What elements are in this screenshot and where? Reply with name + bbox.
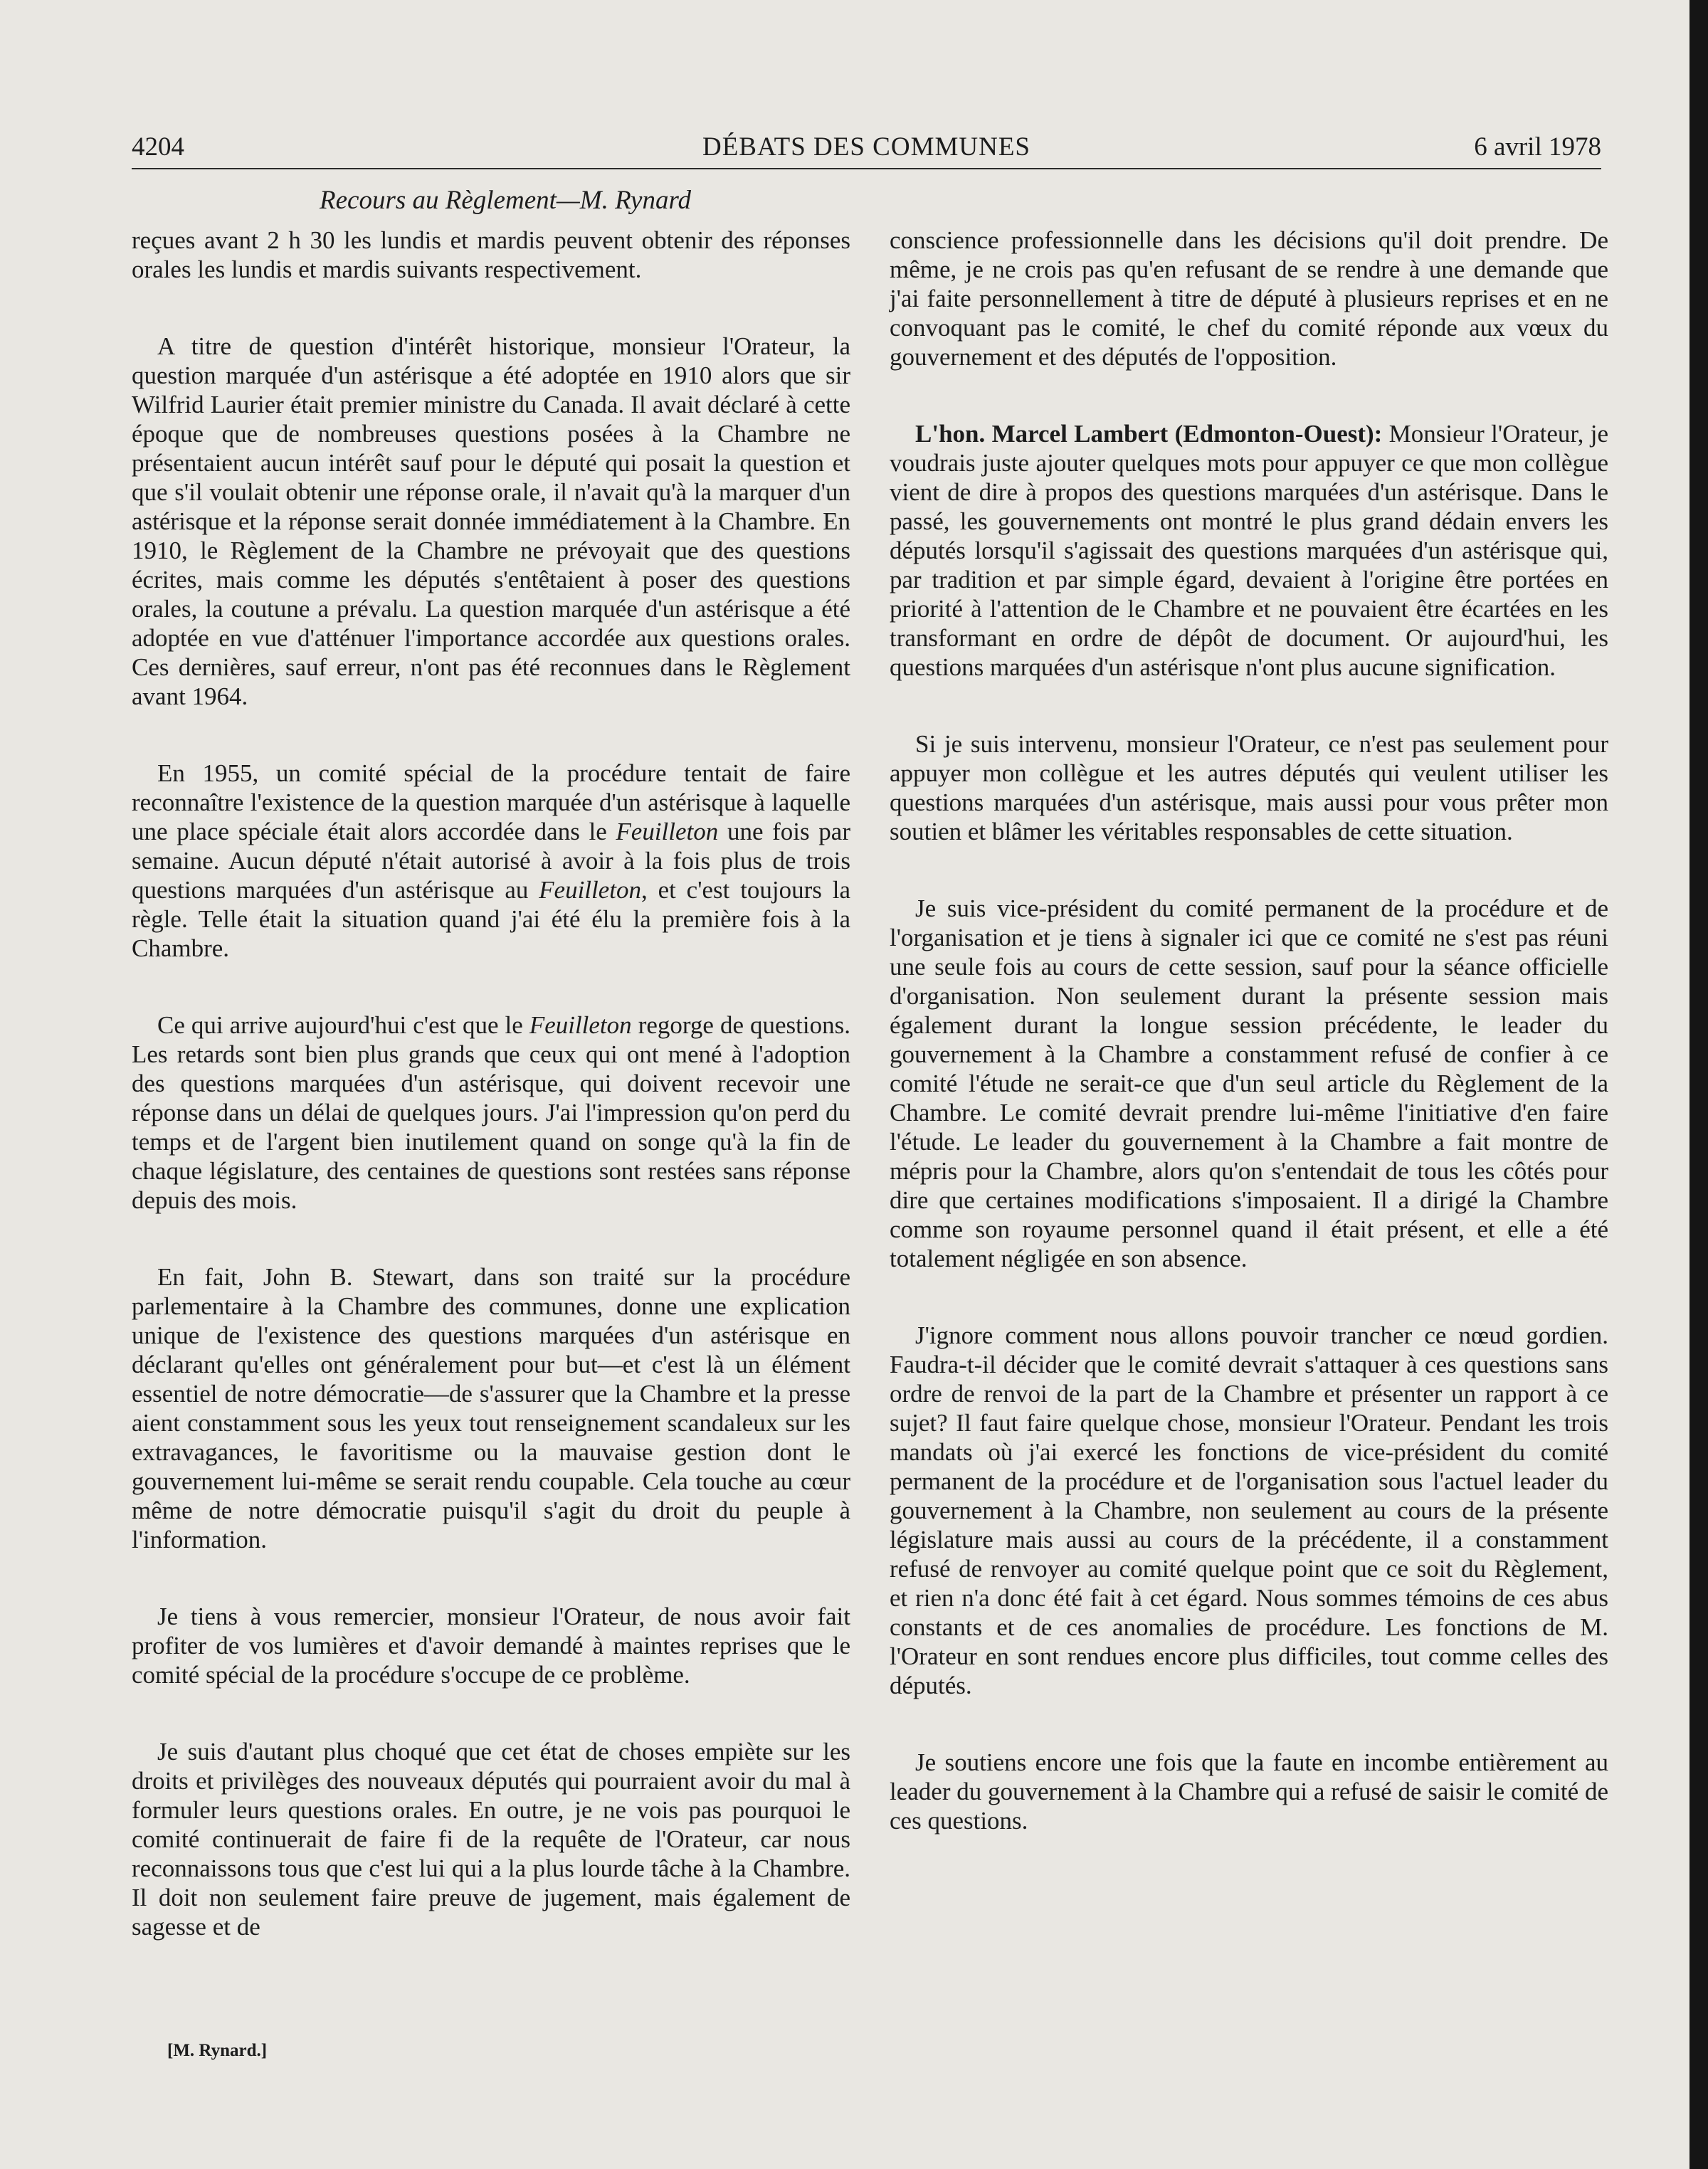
scan-edge: [1689, 0, 1708, 2169]
emphasis: Feuilleton: [616, 818, 719, 845]
paragraph: L'hon. Marcel Lambert (Edmonton-Ouest): Monsieur l'Orateur, je voudrais juste ajouter quelques mots pour appuyer ce que mon collègue vient de dire à propos des questions marquées d'un astérisque. Dans le passé, les gouvernements ont montré le plus grand dédain envers les députés lorsqu'il s'agissait des questions marquées d'un astérisque qui, par tradition et par simple égard, devaient à l'origine être portées en priorité à l'attention de le Chambre et ne pouvaient être écartées en les transformant en ordre de dépôt de document. Or aujourd'hui, les questions marquées d'un astérisque n'ont plus aucune signification.: [890, 420, 1608, 681]
paragraph: Ce qui arrive aujourd'hui c'est que le Feuilleton regorge de questions. Les retards sont bien plus grands que ceux qui ont mené à l'adoption des questions marquées d'un astérisque, qui doivent recevoir une réponse dans un délai de quelques jours. J'ai l'impression qu'on perd du temps et de l'argent bien inutilement quand on songe qu'à la fin de chaque législature, des centaines de questions sont restées sans réponse depuis des mois.: [132, 1011, 850, 1214]
page: [132, 128, 1608, 2092]
paragraph: reçues avant 2 h 30 les lundis et mardis peuvent obtenir des réponses orales les lundis et mardis suivants respectivement.: [132, 226, 850, 283]
speaker-name: L'hon. Marcel Lambert (Edmonton-Ouest):: [915, 420, 1383, 448]
paragraph: En 1955, un comité spécial de la procédure tentait de faire reconnaître l'existence de la question marquée d'un astérisque à laquelle une place spéciale était alors accordée dans le Feuilleton une fois par semaine. Aucun député n'était autorisé à avoir à la fois plus de trois questions marquées d'un astérisque au Feuilleton, et c'est toujours la règle. Telle était la situation quand j'ai été élu la première fois à la Chambre.: [132, 759, 851, 962]
page-header: [132, 128, 1601, 169]
issue-date: 6 avril 1978: [1474, 132, 1601, 162]
paragraph: Je suis vice-président du comité permanent de la procédure et de l'organisation et je tiens à signaler ici que ce comité ne s'est pas réuni une seule fois au cours de cette session, sauf pour la séance officielle d'organisation. Non seulement durant la présente session mais également durant la longue session précédente, le leader du gouvernement à la Chambre a constamment refusé de confier à ce comité l'étude ne serait-ce que d'un seul article du Règlement de la Chambre. Le comité devrait prendre lui-même l'initiative d'en faire l'étude. Le leader du gouvernement à la Chambre a fait montre de mépris pour la Chambre, alors qu'on s'entendait de tous les côtés pour dire que certaines modifications s'imposaient. Il a dirigé la Chambre comme son royaume personnel quand il était présent, et elle a été totalement négligée en son absence.: [890, 894, 1608, 1272]
right-column: [890, 226, 1608, 1835]
paragraph: J'ignore comment nous allons pouvoir trancher ce nœud gordien. Faudra-t-il décider que le comité devrait s'attaquer à ces questions sans ordre de renvoi de la part de la Chambre et présenter un rapport à ce sujet? Il faut faire quelque chose, monsieur l'Orateur. Pendant les trois mandats où j'ai exercé les fonctions de vice-président du comité permanent de la procédure et de l'organisation sous l'actuel leader du gouvernement à la Chambre, non seulement au cours de la présente législature mais aussi au cours de la précédente, il a constamment refusé de renvoyer au comité quelque point que ce soit du Règlement, et rien n'a donc été fait à cet égard. Nous sommes témoins de ces abus constants et de ces anomalies de procédure. Les fonctions de M. l'Orateur en sont rendues encore plus difficiles, tout comme celles des députés.: [890, 1321, 1608, 1699]
paragraph: Je soutiens encore une fois que la faute en incombe entièrement au leader du gouvernement à la Chambre qui a refusé de saisir le comité de ces questions.: [890, 1748, 1608, 1835]
page-number: 4204: [132, 132, 184, 162]
publication-title: DÉBATS DES COMMUNES: [702, 132, 1030, 162]
paragraph: A titre de question d'intérêt historique, monsieur l'Orateur, la question marquée d'un astérisque a été adoptée en 1910 alors que sir Wilfrid Laurier était premier ministre du Canada. Il avait déclaré à cette époque que de nombreuses questions posées à la Chambre ne présentaient aucun intérêt sauf pour le député qui posait la question et que s'il voulait obtenir une réponse orale, il n'avait qu'à la marquer d'un astérisque et la réponse serait donnée immédiatement à la Chambre. En 1910, le Règlement de la Chambre ne prévoyait que des questions écrites, mais comme les députés s'entêtaient à poser des questions orales, la coutune a prévalu. La question marquée d'un astérisque a été adoptée en vue d'atténuer l'importance accordée aux questions orales. Ces dernières, sauf erreur, n'ont pas été reconnues dans le Règlement avant 1964.: [132, 332, 850, 710]
emphasis: Feuilleton: [539, 876, 642, 904]
paragraph: Si je suis intervenu, monsieur l'Orateur, ce n'est pas seulement pour appuyer mon collègue et les autres députés qui veulent utiliser les questions marquées d'un astérisque, mais aussi pour vous prêter mon soutien et blâmer les véritables responsables de cette situation.: [890, 730, 1608, 845]
left-column: [132, 226, 850, 1941]
speaker-footnote: [M. Rynard.]: [167, 2041, 268, 2060]
paragraph: conscience professionnelle dans les décisions qu'il doit prendre. De même, je ne crois pas qu'en refusant de se rendre à une demande que j'ai faite personnellement à titre de député à plusieurs reprises et en ne convoquant pas le comité, le chef du comité réponde aux vœux du gouvernement et des députés de l'opposition.: [890, 226, 1608, 371]
paragraph: En fait, John B. Stewart, dans son traité sur la procédure parlementaire à la Chambre des communes, donne une explication unique de l'existence des questions marquées d'un astérisque en déclarant qu'elles ont généralement pour but—et c'est là un élément essentiel de notre démocratie—de s'assurer que la Chambre et la presse aient constamment sous les yeux tout renseignement scandaleux sur les extravagances, le favoritisme ou la mauvaise gestion dont le gouvernement lui-même se serait rendu coupable. Cela touche au cœur même de notre démocratie puisqu'il s'agit du droit du peuple à l'information.: [132, 1263, 850, 1553]
section-subheading: Recours au Règlement—M. Rynard: [320, 186, 691, 215]
emphasis: Feuilleton: [529, 1011, 632, 1039]
paragraph: Je tiens à vous remercier, monsieur l'Orateur, de nous avoir fait profiter de vos lumières et d'avoir demandé à maintes reprises que le comité spécial de la procédure s'occupe de ce problème.: [132, 1603, 850, 1689]
paragraph: Je suis d'autant plus choqué que cet état de choses empiète sur les droits et privilèges des nouveaux députés qui pourraient avoir du mal à formuler leurs questions orales. En outre, je ne vois pas pourquoi le comité continuerait de faire fi de la requête de l'Orateur, car nous reconnaissons tous que c'est lui qui a la plus lourde tâche à la Chambre. Il doit non seulement faire preuve de jugement, mais également de sagesse et de: [132, 1738, 850, 1941]
